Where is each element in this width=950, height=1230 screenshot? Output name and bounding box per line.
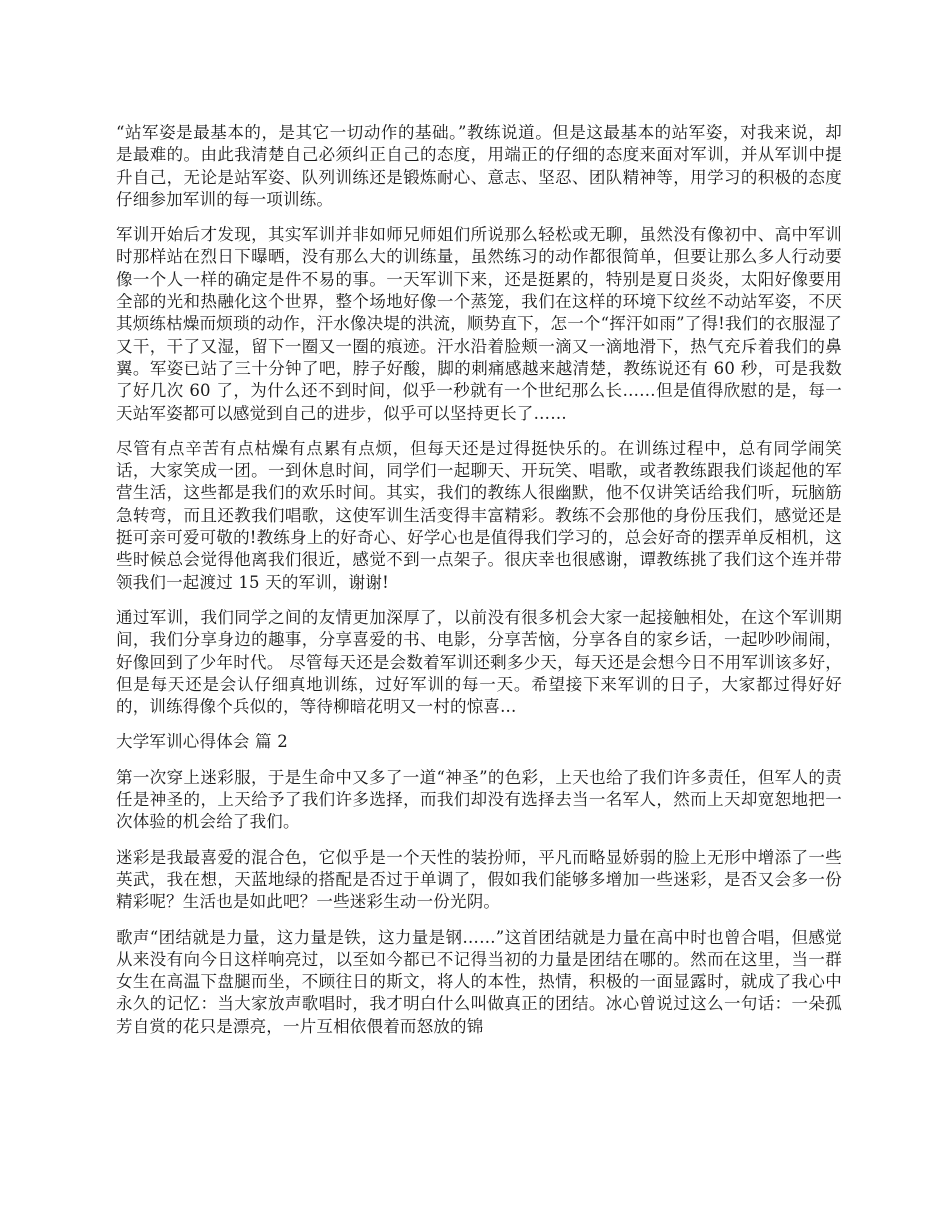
paragraph: 尽管有点辛苦有点枯燥有点累有点烦，但每天还是过得挺快乐的。在训练过程中，总有同学闹笑话，大家笑成一团。一到休息时间，同学们一起聊天、开玩笑、唱歌，或者教练跟我们谈起他的军营生活，这些都是我们的欢乐时间。其实，我们的教练人很幽默，他不仅讲笑话给我们听，玩脑筋急转弯，而且还教我们唱歌，这使军训生活变得丰富精彩。教练不会那他的身份压我们，感觉还是挺可亲可爱可敬的!教练身上的好奇心、好学心也是值得我们学习的，总会好奇的摆弄单反相机，这些时候总会觉得他离我们很近，感觉不到一点架子。很庆幸也很感谢，谭教练挑了我们这个连并带领我们一起渡过 15 天的军训，谢谢! (116, 438, 842, 592)
paragraph: 歌声“团结就是力量，这力量是铁，这力量是钢……”这首团结就是力量在高中时也曾合唱，但感觉从来没有向今日这样响亮过，以至如今都已不记得当初的力量是团结在哪的。然而在这里，当一群女生在高温下盘腿而坐，不顾往日的斯文，将人的本性，热情，积极的一面显露时，就成了我心中永久的记忆：当大家放声歌唱时，我才明白什么叫做真正的团结。冰心曾说过这么一句话：一朵孤芳自赏的花只是漂亮，一片互相依偎着而怒放的锦 (116, 927, 842, 1036)
paragraph: 迷彩是我最喜爱的混合色，它似乎是一个天性的装扮师，平凡而略显娇弱的脸上无形中增添了一些英武，我在想，天蓝地绿的搭配是否过于单调了，假如我们能够多增加一些迷彩，是否又会多一份精彩呢？生活也是如此吧？一些迷彩生动一份光阴。 (116, 847, 842, 912)
paragraph: 第一次穿上迷彩服，于是生命中又多了一道“神圣”的色彩，上天也给了我们许多责任，但军人的责任是神圣的，上天给予了我们许多选择，而我们却没有选择去当一名军人，然而上天却宽恕地把一次体验的机会给了我们。 (116, 767, 842, 832)
document-page (116, 122, 842, 1051)
paragraph: “站军姿是最基本的，是其它一切动作的基础。”教练说道。但是这最基本的站军姿，对我来说，却是最难的。由此我清楚自己必须纠正自己的态度，用端正的仔细的态度来面对军训，并从军训中提升自己，无论是站军姿、队列训练还是锻炼耐心、意志、坚忍、团队精神等，用学习的积极的态度仔细参加军训的每一项训练。 (116, 123, 842, 209)
paragraph: 通过军训，我们同学之间的友情更加深厚了，以前没有很多机会大家一起接触相处，在这个军训期间，我们分享身边的趣事，分享喜爱的书、电影，分享苦恼，分享各自的家乡话，一起吵吵闹闹，好像回到了少年时代。 尽管每天还是会数着军训还剩多少天，每天还是会想今日不用军训该多好，但是每天还是会认仔细真地训练，过好军训的每一天。希望接下来军训的日子，大家都过得好好的，训练得像个兵似的，等待柳暗花明又一村的惊喜... (116, 607, 842, 717)
paragraph: 军训开始后才发现，其实军训并非如师兄师姐们所说那么轻松或无聊，虽然没有像初中、高中军训时那样站在烈日下曝晒，没有那么大的训练量，虽然练习的动作都很简单，但要让那么多人行动要像一个人一样的确定是件不易的事。一天军训下来，还是挺累的，特别是夏日炎炎，太阳好像要用全部的光和热融化这个世界，整个场地好像一个蒸笼，我们在这样的环境下纹丝不动站军姿，不厌其烦练枯燥而烦琐的动作，汗水像决堤的洪流，顺势直下，怎一个“挥汗如雨”了得!我们的衣服湿了又干，干了又湿，留下一圈又一圈的痕迹。汗水沿着脸颊一滴又一滴地滑下，热气充斥着我们的鼻翼。军姿已站了三十分钟了吧，脖子好酸，脚的刺痛感越来越清楚，教练说还有 60 秒，可是我数了好几次 60 了，为什么还不到时间，似乎一秒就有一个世纪那么长……但是值得欣慰的是，每一天站军姿都可以感觉到自己的进步，似乎可以坚持更长了…… (116, 225, 842, 423)
section-heading: 大学军训心得体会 篇 2 (116, 732, 288, 752)
